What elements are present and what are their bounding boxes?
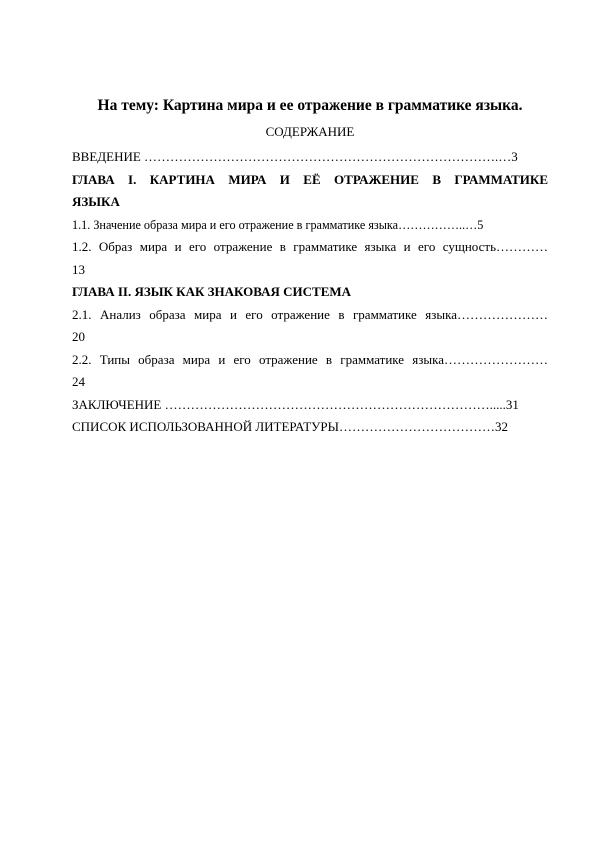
toc-entry-introduction: ВВЕДЕНИЕ ……………………………………………………………………….…3 xyxy=(72,149,518,164)
toc-entry-chapter-2: ГЛАВА II. ЯЗЫК КАК ЗНАКОВАЯ СИСТЕМА xyxy=(72,284,352,299)
toc-entry-chapter-1-continued: ЯЗЫКА xyxy=(72,194,120,209)
toc-entry-section-2-2-page: 24 xyxy=(72,374,85,389)
toc-entry-section-2-1: 2.1. Анализ образа мира и его отражение в грамматике языка………………… xyxy=(72,306,548,322)
toc-entry-section-1-2-page: 13 xyxy=(72,261,85,277)
toc-entry-section-2-1-page: 20 xyxy=(72,329,85,344)
toc-heading: СОДЕРЖАНИЕ xyxy=(265,124,355,139)
toc-entry-section-1-2: 1.2. Образ мира и его отражение в грамматике языка и его сущность………… xyxy=(72,239,548,254)
toc-entry-conclusion: ЗАКЛЮЧЕНИЕ ………………………………………………………………….....31 xyxy=(72,396,519,412)
toc-entry-section-1-1: 1.1. Значение образа мира и его отражение в грамматике языка……………..…5 xyxy=(72,217,484,232)
table-of-contents xyxy=(72,146,548,439)
toc-entry-bibliography: СПИСОК ИСПОЛЬЗОВАННОЙ ЛИТЕРАТУРЫ………………………………32 xyxy=(72,419,508,434)
document-title: На тему: Картина мира и ее отражение в грамматике языка. xyxy=(97,97,523,114)
toc-entry-chapter-1: ГЛАВА I. КАРТИНА МИРА И ЕЁ ОТРАЖЕНИЕ В ГРАММАТИКЕ xyxy=(72,171,548,187)
toc-entry-section-2-2: 2.2. Типы образа мира и его отражение в грамматике языка…………………… xyxy=(72,351,548,367)
